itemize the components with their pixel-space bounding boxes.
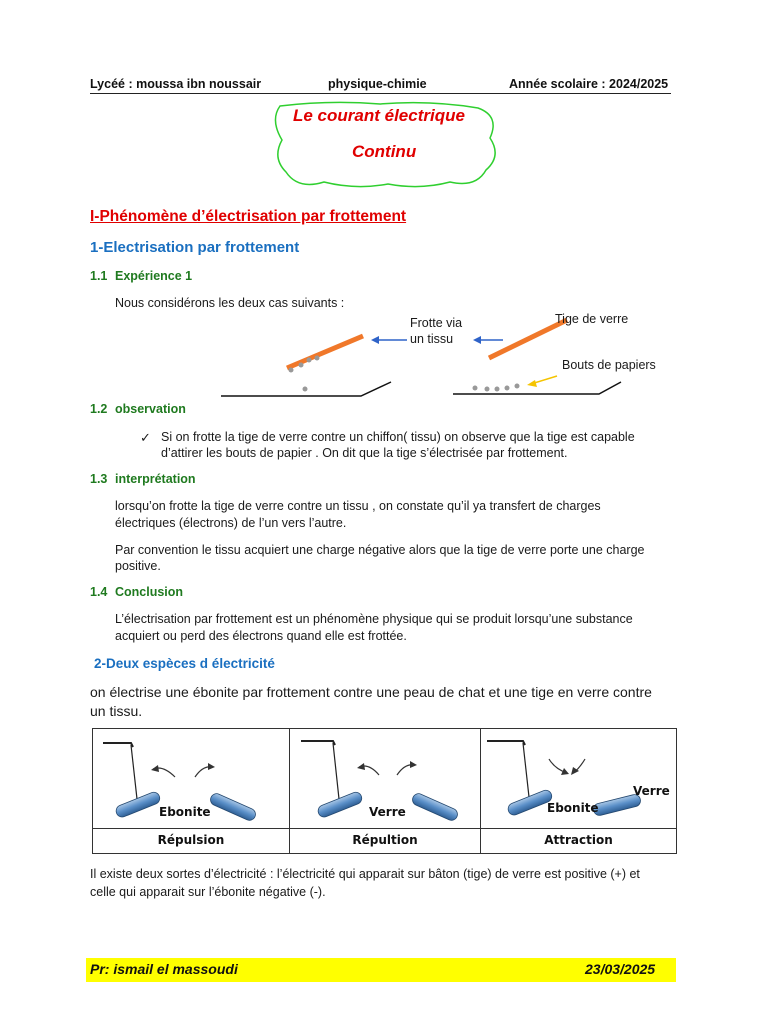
interp-p1-line-1: lorsqu’on frotte la tige de verre contre un tissu , on constate qu’il ya transfert de charges	[115, 499, 601, 513]
table-right	[453, 382, 621, 394]
label-rub-2: un tissu	[410, 332, 454, 346]
interp-number: 1.3	[90, 472, 108, 486]
rod-left	[287, 336, 363, 368]
concl-line-2: acquiert ou perd des électrons quand elle est frottée.	[115, 629, 407, 643]
charges-figure	[92, 728, 677, 854]
section-2-heading: 2-Deux espèces d électricité	[94, 656, 275, 671]
header-underline	[90, 93, 671, 94]
section-1-1-heading: 1-Electrisation par frottement	[90, 239, 300, 256]
interp-p1-line-2: électriques (électrons) de l’un vers l’autre.	[115, 516, 347, 530]
interp-p2-line-2: positive.	[115, 559, 161, 573]
section-2-text-line-1: on électrise une ébonite par frottement contre une peau de chat et une tige en verre contre	[90, 684, 652, 700]
section-1-heading: I-Phénomène d’électrisation par frottement	[90, 208, 407, 225]
header-year: Année scolaire : 2024/2025	[509, 77, 669, 91]
exp-number: 1.1	[90, 269, 108, 283]
concl-number: 1.4	[90, 585, 108, 599]
final-text-line-2: celle qui apparait sur l’ébonite négative (-).	[90, 885, 326, 899]
obs-text-line-2: d’attirer les bouts de papier . On dit que la tige s’électrisée par frottement.	[161, 446, 568, 460]
footer-date: 23/03/2025	[585, 961, 656, 977]
obs-text-line-1: Si on frotte la tige de verre contre un chiffon( tissu) on observe que la tige est capable	[161, 430, 635, 444]
label-rub-1: Frotte via	[410, 316, 463, 330]
panel-2-label-a: Verre	[369, 805, 406, 819]
obs-number: 1.2	[90, 402, 108, 416]
exp-title: Expérience 1	[115, 269, 193, 283]
interp-p2-line-1: Par convention le tissu acquiert une charge négative alors que la tige de verre porte une charge	[115, 543, 645, 557]
concl-title: Conclusion	[115, 585, 184, 599]
panel-1-caption: Répulsion	[157, 833, 225, 847]
panel-1-label-a: Ebonite	[159, 805, 211, 819]
section-2-text-line-2: un tissu.	[90, 703, 143, 719]
panel-2-caption: Répultion	[352, 833, 418, 847]
title-line-2: Continu	[352, 142, 417, 161]
footer-author: Pr: ismail el massoudi	[90, 961, 238, 977]
exp-text: Nous considérons les deux cas suivants :	[115, 296, 345, 310]
panel-3-caption: Attraction	[544, 833, 613, 847]
final-text-line-1: Il existe deux sortes d’électricité : l’électricité qui apparait sur bâton (tige) de verre est positive (+) et	[90, 867, 640, 881]
header-subject: physique-chimie	[328, 77, 427, 91]
obs-title: observation	[115, 402, 186, 416]
label-paper-bits: Bouts de papiers	[562, 358, 656, 372]
header-school: Lycéé : moussa ibn noussair	[90, 77, 262, 91]
label-glass-rod: Tige de verre	[555, 312, 629, 326]
interp-title: interprétation	[115, 472, 196, 486]
checkmark-icon: ✓	[140, 430, 151, 445]
concl-line-1: L’électrisation par frottement est un phénomène physique qui se produit lorsqu’une substance	[115, 612, 633, 626]
title-line-1: Le courant électrique	[293, 106, 465, 125]
panel-3-label-b: Verre	[633, 784, 670, 798]
panel-3-label-a: Ebonite	[547, 801, 599, 815]
